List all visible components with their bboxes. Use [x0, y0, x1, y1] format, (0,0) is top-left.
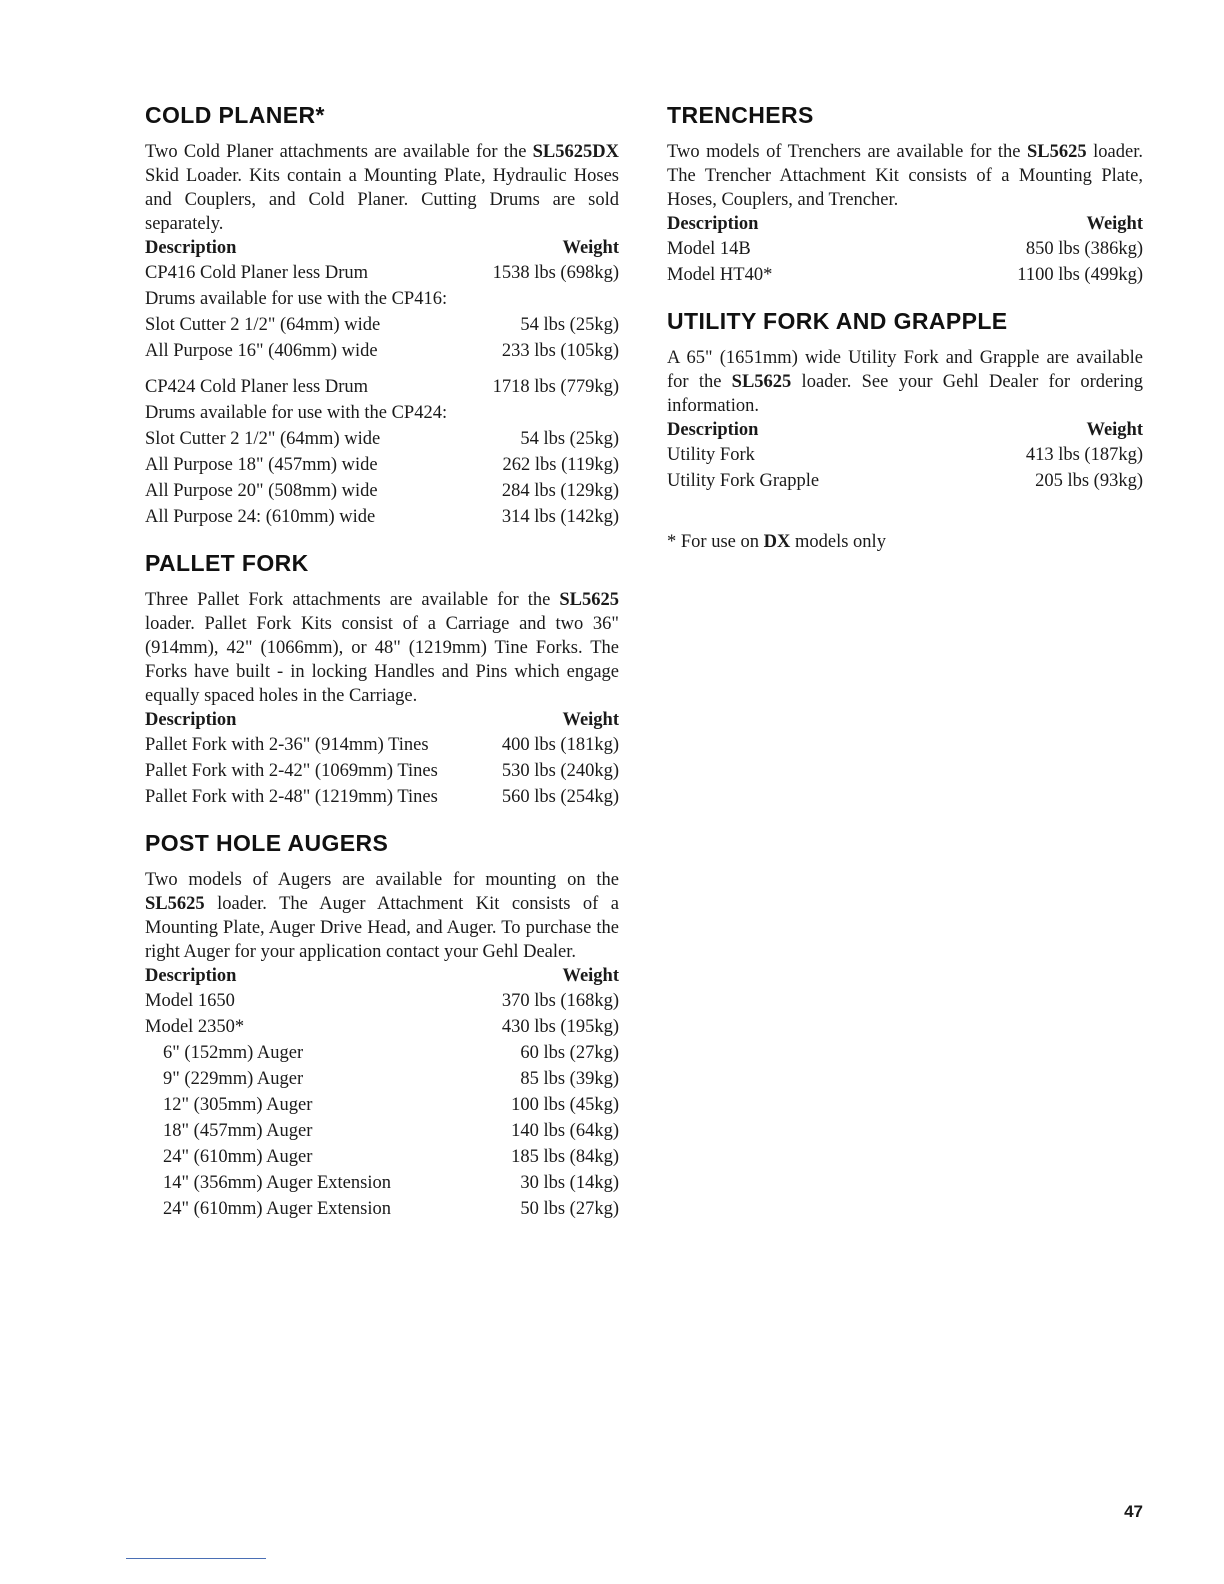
table-row: Pallet Fork with 2-42" (1069mm) Tines 530 lbs (240kg) — [145, 761, 619, 781]
weight-header: Weight — [562, 710, 619, 730]
weight-header: Weight — [562, 238, 619, 258]
table-row: 12" (305mm) Auger 100 lbs (45kg) — [163, 1095, 619, 1115]
post-hole-augers-intro: Two models of Augers are available for mounting on the SL5625 loader. The Auger Attachment Kit consists of a Mounting Plate, Auger Drive Head, and Auger. To purchase the right Auger for your application contact your Gehl Dealer. — [145, 870, 619, 962]
weight-header: Weight — [562, 966, 619, 986]
table-header — [145, 964, 619, 988]
cold-planer-heading: COLD PLANER* — [145, 102, 325, 128]
table-row: All Purpose 18" (457mm) wide 262 lbs (119kg) — [145, 455, 619, 475]
table-row: CP424 Cold Planer less Drum 1718 lbs (779kg) — [145, 377, 619, 397]
table-row: 24" (610mm) Auger Extension 50 lbs (27kg) — [163, 1199, 619, 1219]
table-row: All Purpose 24: (610mm) wide 314 lbs (142kg) — [145, 507, 619, 527]
table-row: 9" (229mm) Auger 85 lbs (39kg) — [163, 1069, 619, 1089]
table-row: CP416 Cold Planer less Drum 1538 lbs (698kg) — [145, 263, 619, 283]
table-header — [667, 418, 1143, 442]
page-number: 47 — [1124, 1502, 1143, 1521]
table-row: 6" (152mm) Auger 60 lbs (27kg) — [163, 1043, 619, 1063]
table-row: Model HT40* 1100 lbs (499kg) — [667, 265, 1143, 285]
utility-fork-intro: A 65" (1651mm) wide Utility Fork and Grapple are available for the SL5625 loader. See your Gehl Dealer for ordering information. — [667, 348, 1143, 416]
trenchers-intro: Two models of Trenchers are available for the SL5625 loader. The Trencher Attachment Kit consists of a Mounting Plate, Hoses, Couplers, and Trencher. — [667, 142, 1143, 210]
pallet-fork-heading: PALLET FORK — [145, 550, 309, 576]
weight-header: Weight — [1086, 420, 1143, 440]
description-header: Description — [667, 214, 759, 234]
table-header — [145, 236, 619, 260]
footnote: * For use on DX models only — [667, 532, 886, 552]
pallet-fork-section — [145, 548, 619, 810]
table-row: Model 1650 370 lbs (168kg) — [145, 991, 619, 1011]
right-column — [667, 100, 1143, 554]
table-row: Drums available for use with the CP416: — [145, 289, 448, 309]
footer-rule — [126, 1558, 266, 1559]
weight-header: Weight — [1086, 214, 1143, 234]
table-header — [667, 212, 1143, 236]
table-row: Slot Cutter 2 1/2" (64mm) wide 54 lbs (25kg) — [145, 315, 619, 335]
table-row: Utility Fork Grapple 205 lbs (93kg) — [667, 471, 1143, 491]
trenchers-section — [667, 100, 1143, 288]
table-row: All Purpose 16" (406mm) wide 233 lbs (105kg) — [145, 341, 619, 361]
utility-fork-section — [667, 306, 1143, 494]
pallet-fork-intro: Three Pallet Fork attachments are available for the SL5625 loader. Pallet Fork Kits consist of a Carriage and two 36" (914mm), 42" (1066mm), or 48" (1219mm) Tine Forks. The Forks have built - in locking Handles and Pins which engage equally spaced holes in the Carriage. — [145, 590, 619, 706]
table-row: 24" (610mm) Auger 185 lbs (84kg) — [163, 1147, 619, 1167]
utility-fork-heading: UTILITY FORK AND GRAPPLE — [667, 308, 1008, 334]
post-hole-augers-section — [145, 828, 619, 1222]
left-column — [145, 100, 619, 1240]
table-row: All Purpose 20" (508mm) wide 284 lbs (129kg) — [145, 481, 619, 501]
cold-planer-intro: Two Cold Planer attachments are available for the SL5625DX Skid Loader. Kits contain a Mounting Plate, Hydraulic Hoses and Couplers, and Cold Planer. Cutting Drums are sold separately. — [145, 142, 619, 234]
post-hole-augers-heading: POST HOLE AUGERS — [145, 830, 389, 856]
trenchers-heading: TRENCHERS — [667, 102, 814, 128]
description-header: Description — [145, 710, 237, 730]
table-row: Model 2350* 430 lbs (195kg) — [145, 1017, 619, 1037]
description-header: Description — [145, 238, 237, 258]
table-row: Pallet Fork with 2-36" (914mm) Tines 400 lbs (181kg) — [145, 735, 619, 755]
cold-planer-section — [145, 100, 619, 530]
table-row: Utility Fork 413 lbs (187kg) — [667, 445, 1143, 465]
description-header: Description — [667, 420, 759, 440]
table-header — [145, 708, 619, 732]
table-row: Drums available for use with the CP424: — [145, 403, 448, 423]
table-row: Model 14B 850 lbs (386kg) — [667, 239, 1143, 259]
table-row: 18" (457mm) Auger 140 lbs (64kg) — [163, 1121, 619, 1141]
table-row: 14" (356mm) Auger Extension 30 lbs (14kg) — [163, 1173, 619, 1193]
table-row: Slot Cutter 2 1/2" (64mm) wide 54 lbs (25kg) — [145, 429, 619, 449]
description-header: Description — [145, 966, 237, 986]
table-row: Pallet Fork with 2-48" (1219mm) Tines 560 lbs (254kg) — [145, 787, 619, 807]
